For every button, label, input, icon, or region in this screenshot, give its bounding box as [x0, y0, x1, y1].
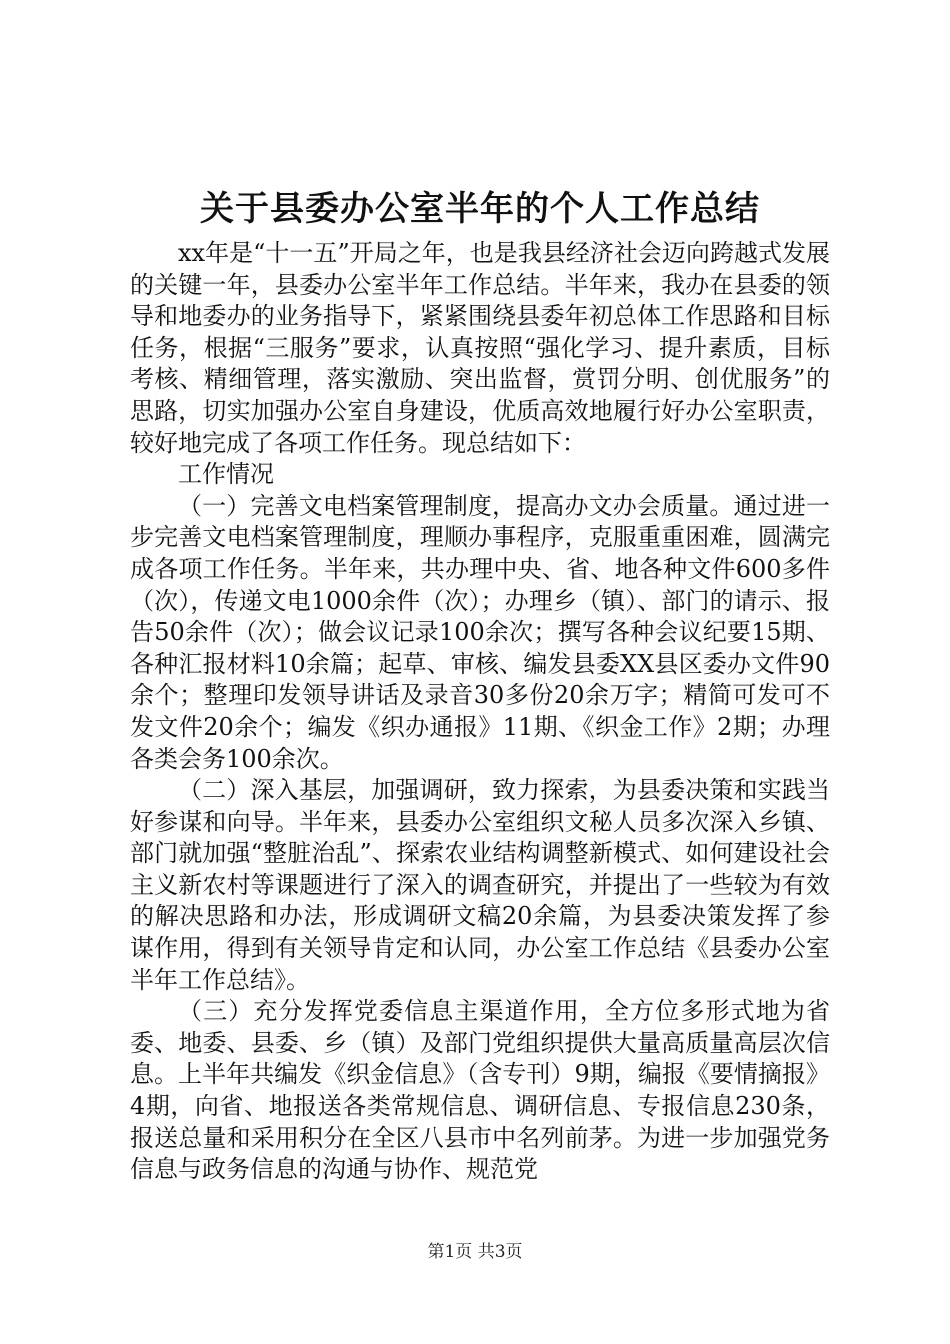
body-paragraph-1: （一）完善文电档案管理制度，提高办文办会质量。通过进一步完善文电档案管理制度，理顺办事程序，克服重重困难，圆满完成各项工作任务。半年来，共办理中央、省、地各种文件600多件（次），传递文电1000余件（次）；办理乡（镇）、部门的请示、报告50余件（次）；做会议记录100余次；撰写各种会议纪要15期、各种汇报材料10余篇；起草、审核、编发县委XX县区委办文件90余个；整理印发领导讲话及录音30多份20余万字；精简可发可不发文件20余个；编发《织办通报》11期、《织金工作》2期；办理各类会务100余次。 [130, 491, 830, 773]
body-paragraph-3: （三）充分发挥党委信息主渠道作用，全方位多形式地为省委、地委、县委、乡（镇）及部门党组织提供大量高质量高层次信息。上半年共编发《织金信息》（含专刊）9期，编报《要情摘报》4期，向省、地报送各类常规信息、调研信息、专报信息230条，报送总量和采用积分在全区八县市中名列前茅。为进一步加强党务信息与政务信息的沟通与协作、规范党 [130, 997, 830, 1184]
document-page [130, 186, 830, 1186]
section-heading: 工作情况 [178, 460, 274, 489]
document-title: 关于县委办公室半年的个人工作总结 [200, 189, 760, 229]
page-indicator: 第1页 共3页 [427, 1242, 523, 1262]
intro-paragraph: xx年是“十一五”开局之年，也是我县经济社会迈向跨越式发展的关键一年，县委办公室半年工作总结。半年来，我办在县委的领导和地委办的业务指导下，紧紧围绕县委年初总体工作思路和目标任务，根据“三服务”要求，认真按照“强化学习、提升素质，目标考核、精细管理，落实激励、突出监督，赏罚分明、创优服务”的思路，切实加强办公室自身建设，优质高效地履行好办公室职责，较好地完成了各项工作任务。现总结如下： [130, 239, 830, 457]
body-paragraph-2: （二）深入基层，加强调研，致力探索，为县委决策和实践当好参谋和向导。半年来，县委办公室组织文秘人员多次深入乡镇、部门就加强“整脏治乱”、探索农业结构调整新模式、如何建设社会主义新农村等课题进行了深入的调查研究，并提出了一些较为有效的解决思路和办法，形成调研文稿20余篇，为县委决策发挥了参谋作用，得到有关领导肯定和认同，办公室工作总结《县委办公室半年工作总结》。 [130, 776, 830, 994]
page-footer [0, 1240, 950, 1264]
